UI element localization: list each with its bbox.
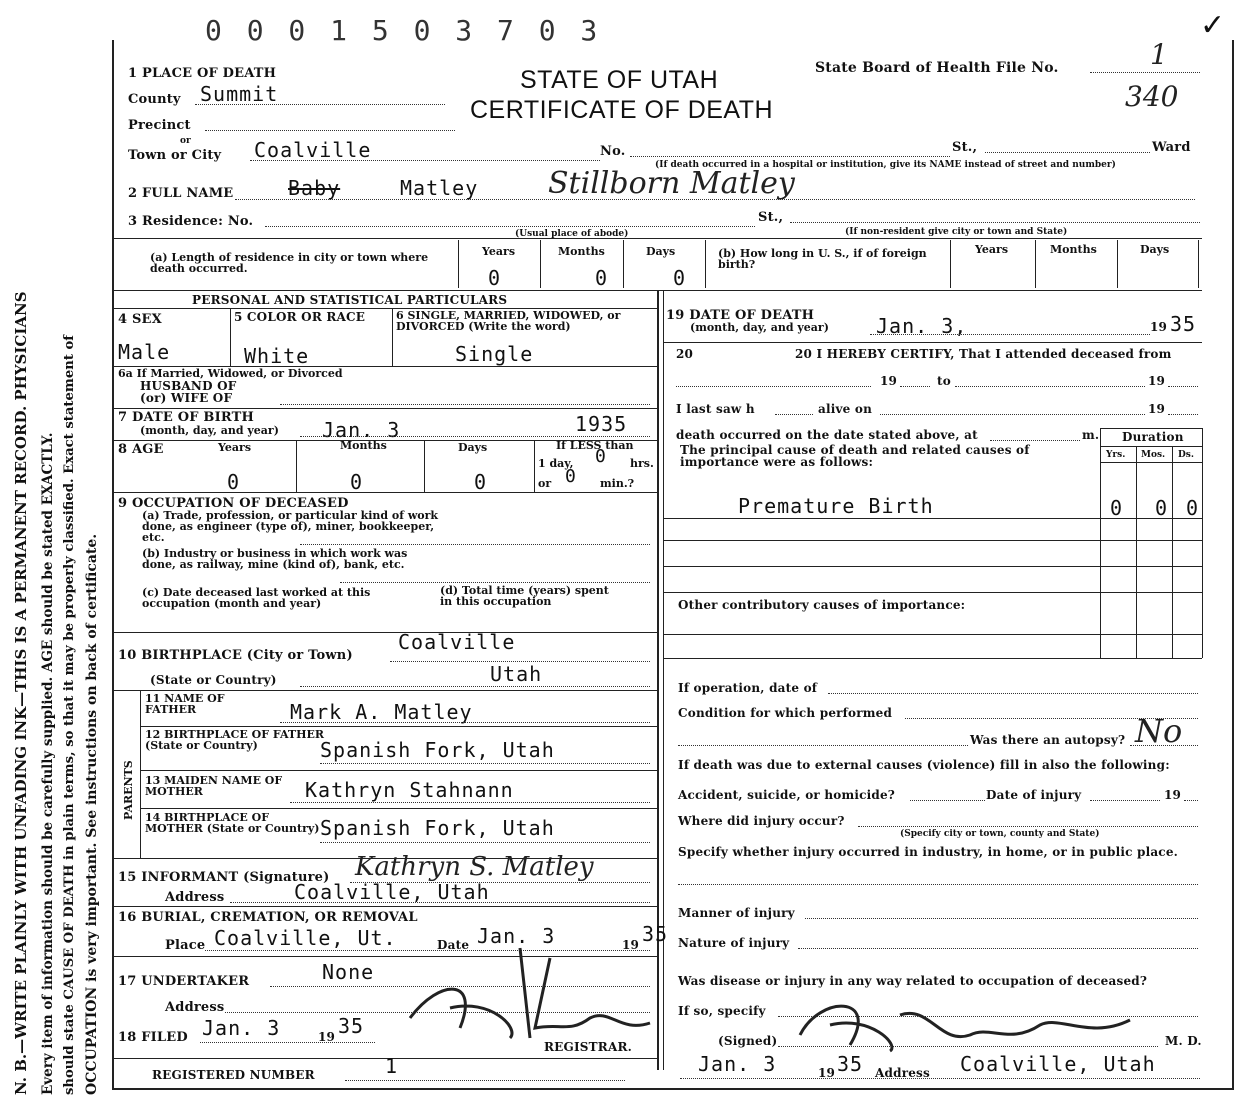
less-label: If LESS than	[556, 439, 634, 452]
dod-year-prefix: 19	[1150, 320, 1168, 334]
bottom-border	[112, 1088, 1232, 1090]
other-causes-label: Other contributory causes of importance:	[678, 598, 966, 612]
age-years-label: Years	[218, 441, 252, 454]
last-saw-label: I last saw h	[676, 402, 755, 416]
father-birthplace-label: 12 BIRTHPLACE OF FATHER (State or Country)	[145, 728, 325, 752]
specify-label: Specify whether injury occurred in industry, in home, or in public place.	[678, 845, 1179, 859]
informant-address-label: Address	[165, 890, 225, 905]
marital-value: Single	[455, 342, 534, 366]
occupation-label: 9 OCCUPATION OF DECEASED	[118, 496, 349, 511]
husband-label-1: 6a If Married, Widowed, or Divorced	[118, 367, 343, 380]
to-label: to	[937, 374, 951, 388]
manner-label: Manner of injury	[678, 906, 795, 920]
right-border	[1232, 40, 1234, 1090]
crossed-name: Baby	[288, 176, 341, 200]
related-label: Was disease or injury in any way related to occupation of deceased?	[678, 974, 1148, 988]
filed-year-prefix: 19	[318, 1030, 336, 1044]
occupation-b: (b) Industry or business in which work was done, as railway, mine (kind of), bank, etc.	[142, 547, 408, 571]
hrs-value: 0	[595, 446, 607, 467]
burial-date: Jan. 3	[477, 924, 556, 948]
injury-date-label: Date of injury	[986, 788, 1082, 802]
st-label: St.,	[952, 140, 978, 155]
handwritten-name: Stillborn Matley	[548, 166, 795, 201]
informant-signature: Kathryn S. Matley	[355, 852, 594, 882]
state-title: STATE OF UTAH	[520, 66, 719, 94]
condition-label: Condition for which performed	[678, 706, 893, 720]
color-value: White	[244, 344, 310, 368]
left-border	[112, 40, 114, 1090]
birthplace-label: 10 BIRTHPLACE (City or Town)	[118, 648, 353, 663]
external-label: If death was due to external causes (violence) fill in also the following:	[678, 758, 1170, 772]
accident-label: Accident, suicide, or homicide?	[678, 788, 896, 802]
md-label: M. D.	[1165, 1034, 1202, 1048]
or-label: or	[180, 136, 191, 146]
filed-label: 18 FILED	[118, 1030, 188, 1045]
dod-value: Jan. 3,	[876, 314, 968, 338]
place-heading: 1 PLACE OF DEATH	[128, 66, 277, 81]
cert-title: CERTIFICATE OF DEATH	[470, 96, 774, 124]
residence-b-label: (b) How long in U. S., if of foreign birth?	[718, 247, 927, 271]
yr19a: 19	[880, 374, 898, 388]
board-label: State Board of Health File No.	[815, 60, 1059, 76]
certify-label-num: 20	[676, 347, 694, 361]
sidebar-line4: OCCUPATION is very important. See instructions on back of certificate.	[84, 533, 100, 1095]
mother-birthplace: Spanish Fork, Utah	[320, 816, 555, 840]
sign-address-label: Address	[875, 1066, 930, 1080]
sex-label: 4 SEX	[118, 312, 162, 327]
dod-sub: (month, day, and year)	[690, 321, 829, 334]
residence-a-label: (a) Length of residence in city or town where death occurred.	[150, 251, 429, 275]
age-months-label: Months	[340, 439, 387, 452]
b-years-label: Years	[975, 243, 1009, 256]
alive-on-label: alive on	[818, 402, 873, 416]
town-value: Coalville	[254, 138, 372, 162]
death-occurred-label: death occurred on the date stated above, at	[676, 428, 978, 442]
burial-year: 35	[642, 922, 669, 946]
a-days-label: Days	[646, 245, 676, 258]
usual-note: (Usual place of abode)	[515, 229, 629, 239]
age-days-label: Days	[458, 441, 488, 454]
dur-mos-value: 0	[1155, 496, 1169, 520]
precinct-label: Precinct	[128, 118, 191, 133]
yr19b: 19	[1148, 374, 1166, 388]
undertaker-name: None	[322, 960, 375, 984]
filed-date: Jan. 3	[202, 1016, 281, 1040]
residence-label: 3 Residence: No.	[128, 214, 254, 229]
where-note: (Specify city or town, county and State)	[900, 829, 1100, 839]
birthplace-state: Utah	[490, 662, 543, 686]
occupation-a: (a) Trade, profession, or particular kind of work done, as engineer (type of), miner, bookkeeper, etc.	[142, 509, 439, 544]
burial-date-label: Date	[437, 938, 470, 952]
nature-label: Nature of injury	[678, 936, 790, 950]
marital-label: 6 SINGLE, MARRIED, WIDOWED, or DIVORCED (Write the word)	[396, 309, 621, 333]
min-label: min.?	[600, 477, 635, 490]
age-label: 8 AGE	[118, 442, 164, 457]
sidebar-line1: N. B.—WRITE PLAINLY WITH UNFADING INK—THIS IS A PERMANENT RECORD. PHYSICIANS	[12, 291, 30, 1095]
or-min-label: or	[538, 477, 552, 490]
sign-date: Jan. 3	[698, 1052, 777, 1076]
nonres-note: (If non-resident give city or town and State)	[845, 227, 1068, 237]
min-value: 0	[565, 466, 577, 487]
yr19c: 19	[1148, 402, 1166, 416]
a-months-value: 0	[595, 266, 609, 290]
dob-sub: (month, day, and year)	[140, 424, 279, 437]
no-label: No.	[600, 144, 626, 159]
sidebar-line2: Every item of information should be carefully supplied. AGE should be stated EXACTLY.	[40, 432, 56, 1095]
hospital-note: (If death occurred in a hospital or institution, give its NAME instead of street and number)	[655, 160, 1116, 170]
a-months-label: Months	[558, 245, 605, 258]
sign-year-prefix: 19	[818, 1066, 836, 1080]
dob-label: 7 DATE OF BIRTH	[118, 410, 255, 425]
burial-place-label: Place	[165, 938, 206, 953]
signed-label: (Signed)	[718, 1034, 778, 1048]
serial-number: 0 0 0 1 5 0 3 7 0 3	[205, 14, 602, 47]
birthplace-state-label: (State or Country)	[150, 673, 277, 687]
town-label: Town or City	[128, 148, 222, 163]
ward-label: Ward	[1152, 140, 1191, 155]
informant-address: Coalville, Utah	[294, 880, 490, 904]
undertaker-address-label: Address	[165, 1000, 225, 1015]
age-years-value: 0	[227, 470, 241, 494]
m-label: m.	[1082, 428, 1100, 442]
filed-year: 35	[338, 1014, 365, 1038]
personal-heading: PERSONAL AND STATISTICAL PARTICULARS	[192, 293, 508, 307]
mos-label: Mos.	[1141, 450, 1166, 460]
day-label: 1 day,	[538, 457, 574, 470]
occupation-c: (c) Date deceased last worked at this occupation (month and year)	[142, 586, 371, 610]
burial-place: Coalville, Ut.	[214, 926, 397, 950]
autopsy-value: No	[1135, 712, 1183, 750]
occupation-d: (d) Total time (years) spent in this occupation	[440, 584, 609, 608]
dob-year: 1935	[575, 412, 628, 436]
informant-label: 15 INFORMANT (Signature)	[118, 870, 330, 885]
sex-value: Male	[118, 340, 171, 364]
father-birthplace: Spanish Fork, Utah	[320, 738, 555, 762]
mother-birthplace-label: 14 BIRTHPLACE OF MOTHER (State or Country)	[145, 811, 320, 835]
parents-label: PARENTS	[122, 760, 135, 820]
registrar-signature	[400, 938, 670, 1046]
dur-ds-value: 0	[1186, 496, 1200, 520]
county-label: County	[128, 92, 181, 107]
operation-label: If operation, date of	[678, 681, 818, 695]
sidebar-line3: should state CAUSE OF DEATH in plain terms, so that it may be properly classified. Exact statement of	[62, 335, 77, 1095]
a-days-value: 0	[673, 266, 687, 290]
file-number: 1	[1150, 38, 1168, 71]
father-name: Mark A. Matley	[290, 700, 473, 724]
principal-label: The principal cause of death and related causes of importance were as follows:	[680, 443, 1030, 469]
age-days-value: 0	[474, 470, 488, 494]
dod-year: 35	[1170, 312, 1197, 336]
regno-label: REGISTERED NUMBER	[152, 1068, 315, 1082]
a-years-label: Years	[482, 245, 516, 258]
mother-name: Kathryn Stahnann	[305, 778, 514, 802]
registrar-label: REGISTRAR.	[544, 1040, 633, 1054]
b-months-label: Months	[1050, 243, 1097, 256]
father-label: 11 NAME OF FATHER	[145, 692, 225, 716]
age-months-value: 0	[350, 470, 364, 494]
check-mark-icon: ✓	[1200, 8, 1226, 43]
mother-label: 13 MAIDEN NAME OF MOTHER	[145, 774, 283, 798]
residence-st-label: St.,	[758, 210, 784, 225]
certify-label: 20 I HEREBY CERTIFY, That I attended deceased from	[795, 347, 1172, 361]
county-value: Summit	[200, 82, 279, 106]
ifso-label: If so, specify	[678, 1004, 766, 1018]
hrs-label: hrs.	[630, 457, 654, 470]
b-days-label: Days	[1140, 243, 1170, 256]
yrs-label: Yrs.	[1106, 450, 1126, 460]
where-label: Where did injury occur?	[678, 814, 845, 828]
burial-year-prefix: 19	[622, 938, 640, 952]
typed-name: Matley	[400, 176, 479, 200]
ds-label: Ds.	[1178, 450, 1195, 460]
cause-value: Premature Birth	[738, 494, 934, 518]
husband-label-3: (or) WIFE OF	[140, 391, 233, 405]
a-years-value: 0	[488, 266, 502, 290]
husband-label-2: HUSBAND OF	[140, 379, 237, 393]
dur-yrs-value: 0	[1110, 496, 1124, 520]
divider	[112, 238, 1202, 239]
undertaker-label: 17 UNDERTAKER	[118, 974, 250, 989]
color-label: 5 COLOR OR RACE	[234, 310, 366, 324]
birthplace-city: Coalville	[398, 630, 516, 654]
yr19d: 19	[1164, 788, 1182, 802]
autopsy-label: Was there an autopsy?	[970, 733, 1126, 747]
sign-address: Coalville, Utah	[960, 1052, 1156, 1076]
regno-value: 1	[385, 1054, 399, 1078]
duration-label: Duration	[1122, 430, 1184, 444]
name-label: 2 FULL NAME	[128, 186, 234, 201]
sign-year: 35	[837, 1052, 864, 1076]
dod-label: 19 DATE OF DEATH	[666, 308, 815, 323]
file-number-2: 340	[1125, 80, 1179, 113]
dob-md: Jan. 3	[322, 418, 401, 442]
burial-label: 16 BURIAL, CREMATION, OR REMOVAL	[118, 910, 418, 925]
